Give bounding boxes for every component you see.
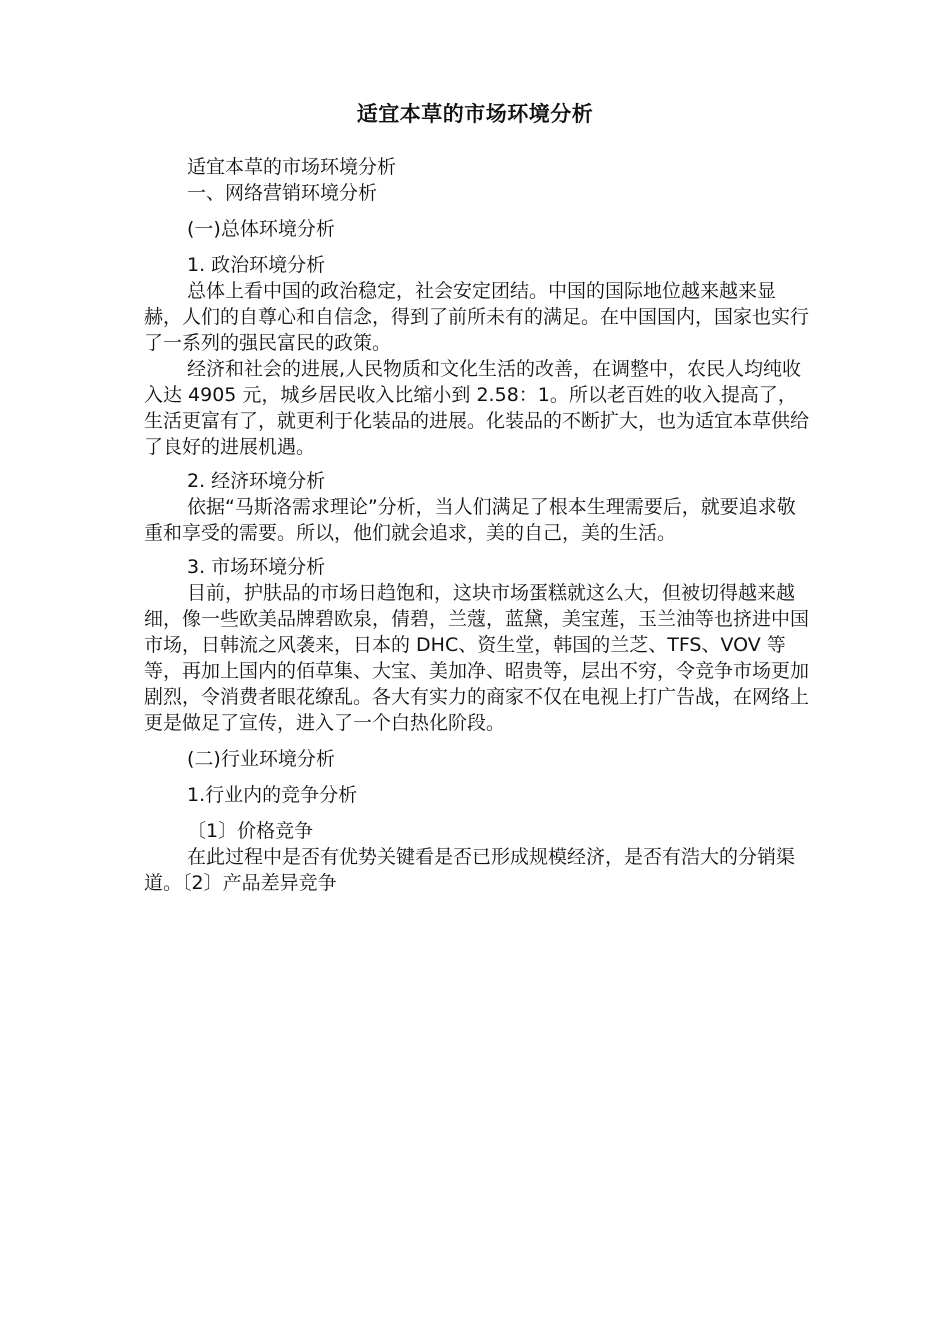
heading-subsection-2: (二)行业环境分析 — [187, 748, 335, 770]
document-body — [144, 154, 810, 896]
paragraph-market: 目前，护肤品的市场日趋饱和，这块市场蛋糕就这么大，但被切得越来越细，像一些欧美品牌碧欧泉，倩碧，兰蔻，蓝黛，美宝莲，玉兰油等也挤进中国市场，日韩流之风袭来，日本的 DHC、资生堂，韩国的兰芝、TFS、VOV 等等，再加上国内的佰草集、大宝、美加净、昭贵等，层出不穷，令竞争市场更加剧烈，令消费者眼花缭乱。各大有实力的商家不仅在电视上打广告战，在网络上更是做足了宣传，进入了一个白热化阶段。 — [144, 582, 810, 734]
paragraph-price-competition: 在此过程中是否有优势关键看是否已形成规模经济，是否有浩大的分销渠道。〔2〕产品差异竞争 — [144, 846, 796, 894]
heading-competition: 1.行业内的竞争分析 — [187, 784, 358, 806]
heading-political: 1. 政治环境分析 — [187, 254, 326, 276]
heading-market: 3. 市场环境分析 — [187, 556, 326, 578]
paragraph-political: 总体上看中国的政治稳定，社会安定团结。中国的国际地位越来越来显赫，人们的自尊心和自信念，得到了前所未有的满足。在中国国内，国家也实行了一系列的强民富民的政策。 — [144, 280, 810, 354]
heading-section-1: 一、网络营销环境分析 — [187, 182, 378, 204]
heading-price-competition: 〔1〕价格竞争 — [187, 820, 314, 842]
paragraph-maslow: 依据“马斯洛需求理论”分析，当人们满足了根本生理需要后，就要追求敬重和享受的需要。所以，他们就会追求，美的自己，美的生活。 — [144, 496, 796, 544]
document-title: 适宜本草的市场环境分析 — [356, 102, 594, 126]
paragraph-economic-social: 经济和社会的进展,人民物质和文化生活的改善，在调整中，农民人均纯收入达 4905 元，城乡居民收入比缩小到 2.58：1。所以老百姓的收入提高了，生活更富有了，就更利于化装品的进展。化装品的不断扩大，也为适宜本草供给了良好的进展机遇。 — [144, 358, 810, 458]
heading-economic: 2. 经济环境分析 — [187, 470, 326, 492]
heading-subsection-1: (一)总体环境分析 — [187, 218, 335, 240]
paragraph-subtitle: 适宜本草的市场环境分析 — [187, 156, 397, 178]
